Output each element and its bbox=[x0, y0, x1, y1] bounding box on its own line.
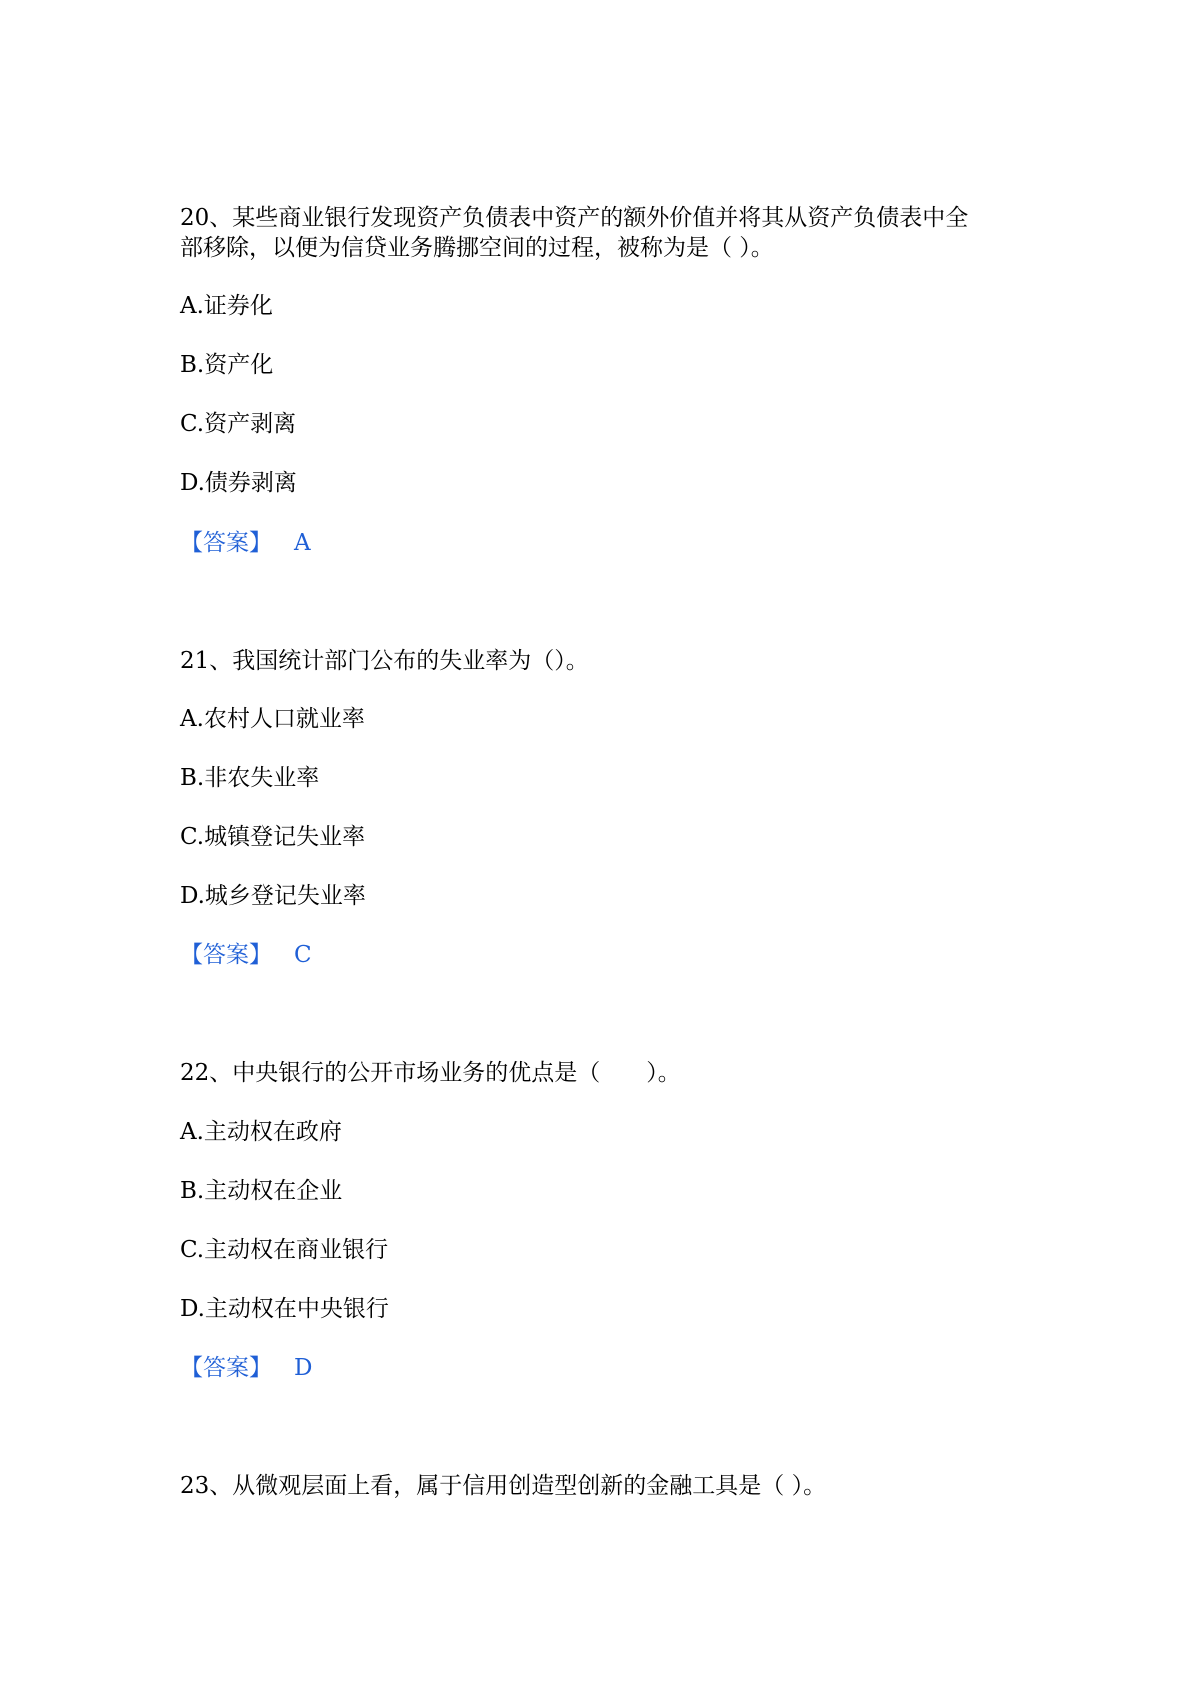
question-22-option-a: A.主动权在政府 bbox=[180, 1119, 342, 1145]
question-21-option-c: C.城镇登记失业率 bbox=[180, 824, 366, 850]
question-22-stem-line-1: 22、中央银行的公开市场业务的优点是（ ）。 bbox=[180, 1060, 681, 1086]
question-22-option-d: D.主动权在中央银行 bbox=[180, 1296, 389, 1322]
answer-label: 【答案】 bbox=[180, 1355, 272, 1381]
question-22-option-c: C.主动权在商业银行 bbox=[180, 1237, 389, 1263]
answer-label: 【答案】 bbox=[180, 942, 272, 968]
question-23-stem-line-1: 23、从微观层面上看，属于信用创造型创新的金融工具是（ ）。 bbox=[180, 1473, 827, 1499]
question-20-option-a: A.证券化 bbox=[180, 293, 273, 319]
question-21-answer bbox=[180, 939, 312, 971]
question-20-option-b: B.资产化 bbox=[180, 352, 274, 378]
question-20-answer bbox=[180, 527, 311, 559]
answer-value: D bbox=[294, 1355, 313, 1381]
question-20-stem-line-1: 20、某些商业银行发现资产负债表中资产的额外价值并将其从资产负债表中全 bbox=[180, 205, 969, 231]
question-21-option-b: B.非农失业率 bbox=[180, 765, 320, 791]
question-21-stem-line-1: 21、我国统计部门公布的失业率为（）。 bbox=[180, 648, 589, 674]
question-20-option-d: D.债券剥离 bbox=[180, 470, 297, 496]
answer-label: 【答案】 bbox=[180, 530, 272, 556]
answer-value: A bbox=[294, 530, 311, 556]
question-21-option-d: D.城乡登记失业率 bbox=[180, 883, 366, 909]
question-21-option-a: A.农村人口就业率 bbox=[180, 706, 365, 732]
answer-value: C bbox=[294, 942, 312, 968]
question-22-option-b: B.主动权在企业 bbox=[180, 1178, 343, 1204]
question-22-answer bbox=[180, 1352, 312, 1384]
question-20-option-c: C.资产剥离 bbox=[180, 411, 297, 437]
question-20-stem-line-2: 部移除，以便为信贷业务腾挪空间的过程，被称为是（ ）。 bbox=[180, 235, 774, 261]
